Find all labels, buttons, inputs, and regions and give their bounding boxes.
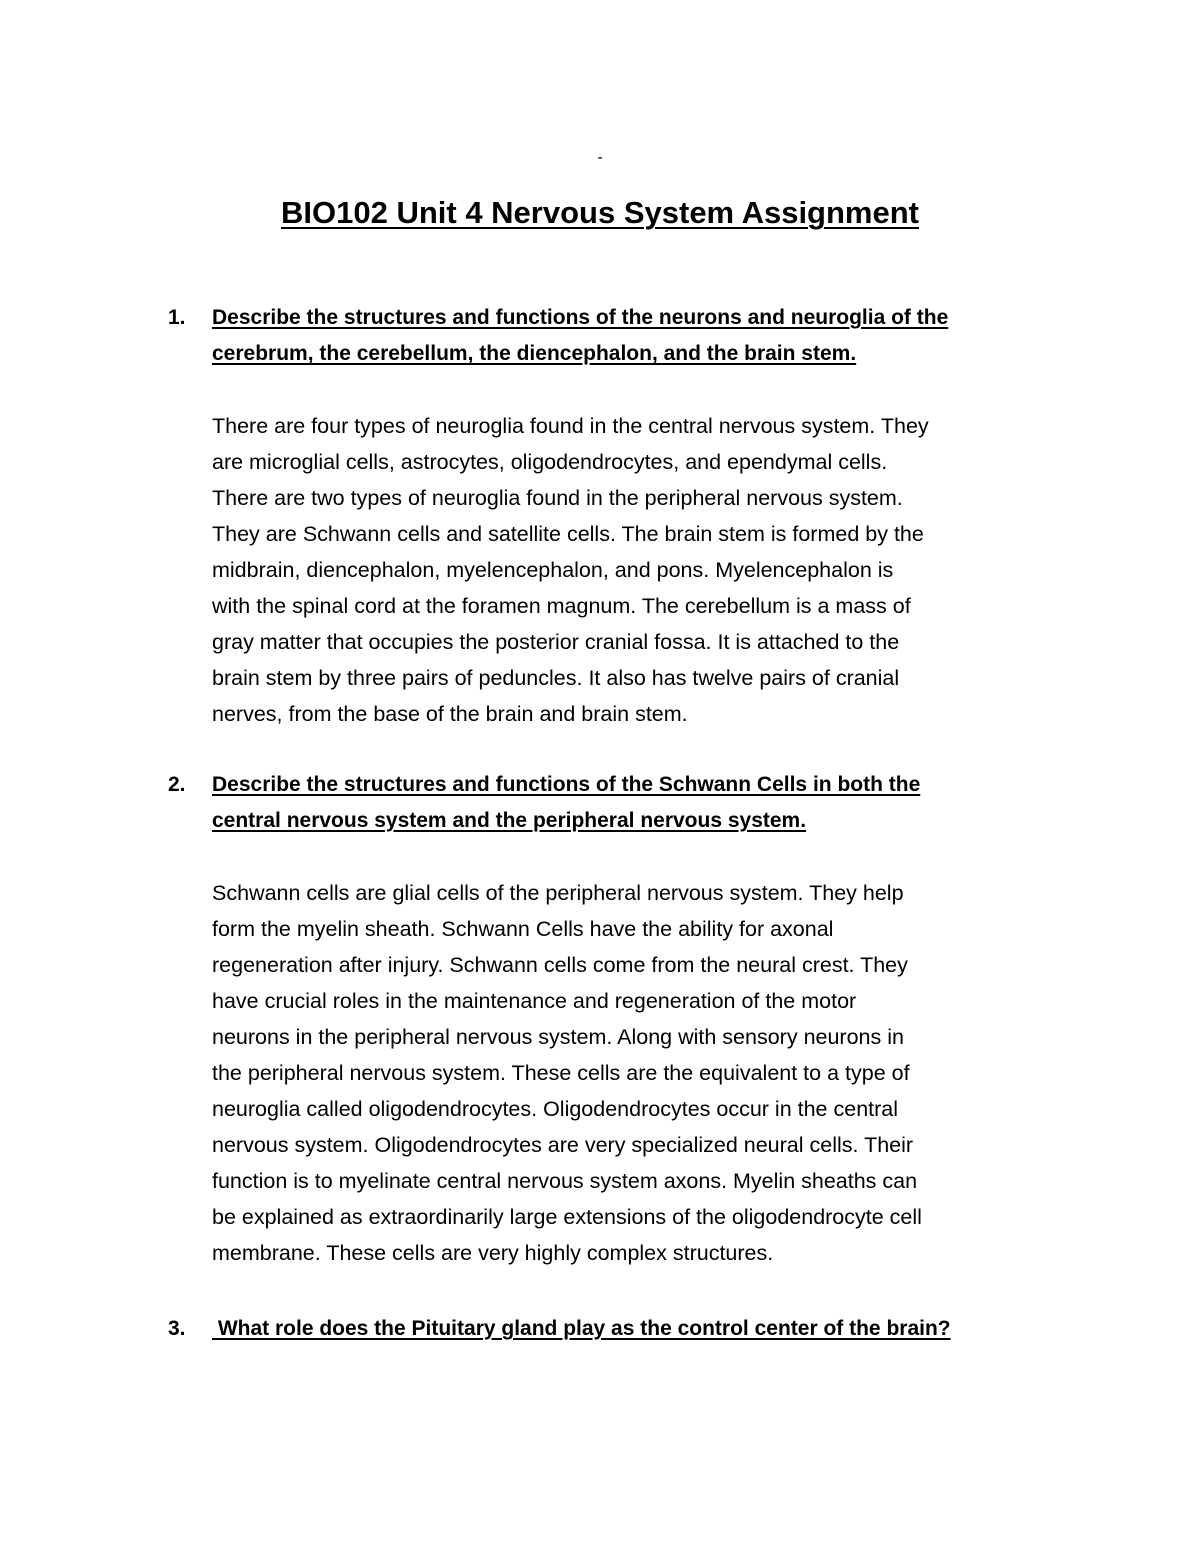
answer-line: There are four types of neuroglia found in the central nervous system. They [212, 414, 929, 438]
question-text [212, 767, 1062, 839]
question-block-3 [168, 1311, 1068, 1347]
answer-line: neuroglia called oligodendrocytes. Oligodendrocytes occur in the central [212, 1097, 899, 1121]
question-row [168, 1311, 1068, 1347]
header-mark: - [597, 149, 603, 166]
answer-line: brain stem by three pairs of peduncles. It also has twelve pairs of cranial [212, 666, 900, 690]
answer-line: neurons in the peripheral nervous system. Along with sensory neurons in [212, 1025, 904, 1049]
question-number: 3. [168, 1317, 186, 1340]
answer-paragraph [212, 408, 1062, 732]
answer-line: nervous system. Oligodendrocytes are very specialized neural cells. Their [212, 1133, 914, 1157]
question-text [212, 300, 1062, 372]
question-line: Describe the structures and functions of the neurons and neuroglia of the [212, 306, 949, 329]
answer-line: There are two types of neuroglia found in the peripheral nervous system. [212, 486, 903, 510]
answer-line: membrane. These cells are very highly complex structures. [212, 1241, 774, 1265]
answer-line: regeneration after injury. Schwann cells come from the neural crest. They [212, 953, 908, 977]
answer-line: midbrain, diencephalon, myelencephalon, and pons. Myelencephalon is [212, 558, 894, 582]
question-row [168, 300, 1068, 372]
answer-paragraph [212, 875, 1062, 1271]
document-title: BIO102 Unit 4 Nervous System Assignment [281, 195, 919, 230]
question-line: central nervous system and the peripheral nervous system. [212, 809, 807, 832]
answer-line: gray matter that occupies the posterior cranial fossa. It is attached to the [212, 630, 900, 654]
question-number: 1. [168, 306, 186, 329]
question-block-2 [168, 767, 1068, 1271]
answer-line: are microglial cells, astrocytes, oligodendrocytes, and ependymal cells. [212, 450, 888, 474]
question-block-1 [168, 300, 1068, 732]
answer-line: with the spinal cord at the foramen magnum. The cerebellum is a mass of [212, 594, 911, 618]
answer-line: They are Schwann cells and satellite cells. The brain stem is formed by the [212, 522, 924, 546]
answer-line: form the myelin sheath. Schwann Cells have the ability for axonal [212, 917, 834, 941]
answer-line: be explained as extraordinarily large extensions of the oligodendrocyte cell [212, 1205, 922, 1229]
question-line: cerebrum, the cerebellum, the diencephalon, and the brain stem. [212, 342, 857, 365]
answer-line: Schwann cells are glial cells of the peripheral nervous system. They help [212, 881, 904, 905]
answer-line: have crucial roles in the maintenance and regeneration of the motor [212, 989, 857, 1013]
question-row [168, 767, 1068, 839]
question-number: 2. [168, 773, 186, 796]
question-line: Describe the structures and functions of the Schwann Cells in both the [212, 773, 921, 796]
answer-line: function is to myelinate central nervous system axons. Myelin sheaths can [212, 1169, 918, 1193]
answer-line: nerves, from the base of the brain and brain stem. [212, 702, 688, 726]
answer-line: the peripheral nervous system. These cells are the equivalent to a type of [212, 1061, 910, 1085]
question-line: What role does the Pituitary gland play as the control center of the brain? [212, 1317, 951, 1340]
question-text [212, 1311, 1062, 1347]
